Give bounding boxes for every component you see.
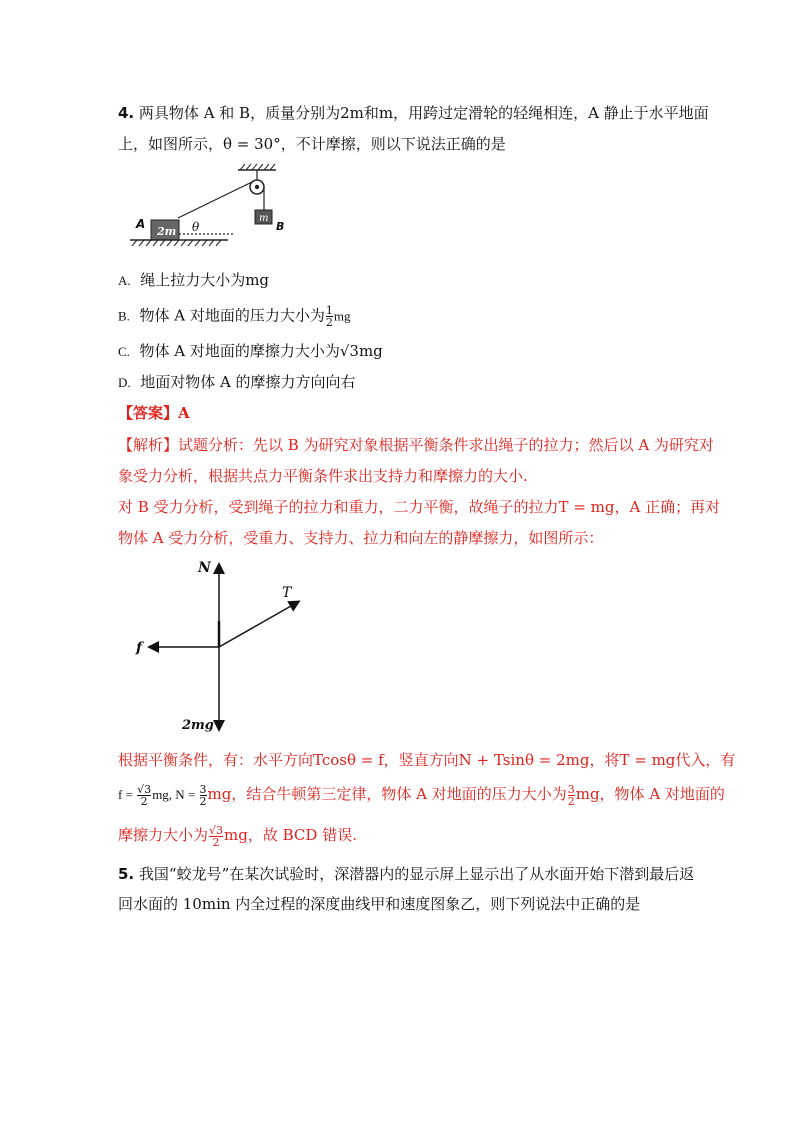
svg-text:2mg: 2mg bbox=[182, 718, 214, 733]
analysis-line3: 对 B 受力分析，受到绳子的拉力和重力，二力平衡，故绳子的拉力T = mg，A 正确；再对 bbox=[118, 498, 721, 516]
analysis-line4: 物体 A 受力分析，受重力、支持力、拉力和向左的静摩擦力，如图所示： bbox=[118, 529, 604, 547]
svg-text:N: N bbox=[198, 560, 211, 576]
q4-stem-line1: 4. 两具物体 A 和 B，质量分别为2m和m，用跨过定滑轮的轻绳相连，A 静止于水平地面 bbox=[118, 104, 709, 122]
q5-stem-line2: 回水面的 10min 内全过程的深度曲线甲和速度图象乙，则下列说法中正确的是 bbox=[118, 895, 641, 913]
option-d: D. 地面对物体 A 的摩擦力方向向右 bbox=[118, 373, 356, 391]
q4-stem-line2: 上，如图所示，θ = 30°，不计摩擦，则以下说法正确的是 bbox=[118, 135, 506, 153]
svg-text:T: T bbox=[282, 585, 292, 601]
tension-arrow bbox=[219, 602, 298, 647]
q5-number: 5. bbox=[118, 865, 135, 883]
q4-number: 4. bbox=[118, 104, 135, 122]
force-diagram bbox=[130, 555, 320, 740]
analysis-line7: 摩擦力大小为 $\frac{√3}{2}$ mg，故 BCD 错误. bbox=[118, 823, 357, 849]
option-b: B. 物体 A 对地面的压力大小为 $\frac{1}{2}$ mg bbox=[118, 304, 351, 329]
option-a: A. 绳上拉力大小为mg bbox=[118, 271, 270, 289]
analysis-line5: 根据平衡条件，有：水平方向Tcosθ = f，竖直方向N + Tsinθ = 2mg，将T = mg代入，有 bbox=[118, 751, 736, 769]
answer-label: 【答案】A bbox=[118, 404, 190, 422]
svg-text:2m: 2m bbox=[157, 225, 177, 238]
svg-text:B: B bbox=[276, 220, 285, 233]
option-c: C. 物体 A 对地面的摩擦力大小为√3mg bbox=[118, 342, 383, 360]
analysis-line1: 【解析】试题分析：先以 B 为研究对象根据平衡条件求出绳子的拉力；然后以 A 为研究对 bbox=[118, 436, 714, 454]
q5-stem-line1: 5. 我国“蛟龙号”在某次试验时，深潜器内的显示屏上显示出了从水面开始下潜到最后返 bbox=[118, 865, 695, 883]
svg-text:A: A bbox=[136, 217, 146, 231]
pulley-diagram bbox=[128, 162, 328, 252]
svg-text:f: f bbox=[136, 640, 143, 656]
analysis-line6: f = $\frac{√3}{2}$ mg, N = $\frac{3}{2}$ mg，结合牛顿第三定律，物体 A 对地面的压力大小为 $\frac{3}{2}$ mg，物体 A 对地面的 bbox=[118, 782, 725, 808]
svg-text:θ: θ bbox=[192, 220, 200, 234]
analysis-line2: 象受力分析，根据共点力平衡条件求出支持力和摩擦力的大小. bbox=[118, 467, 528, 485]
svg-text:m: m bbox=[259, 213, 269, 224]
